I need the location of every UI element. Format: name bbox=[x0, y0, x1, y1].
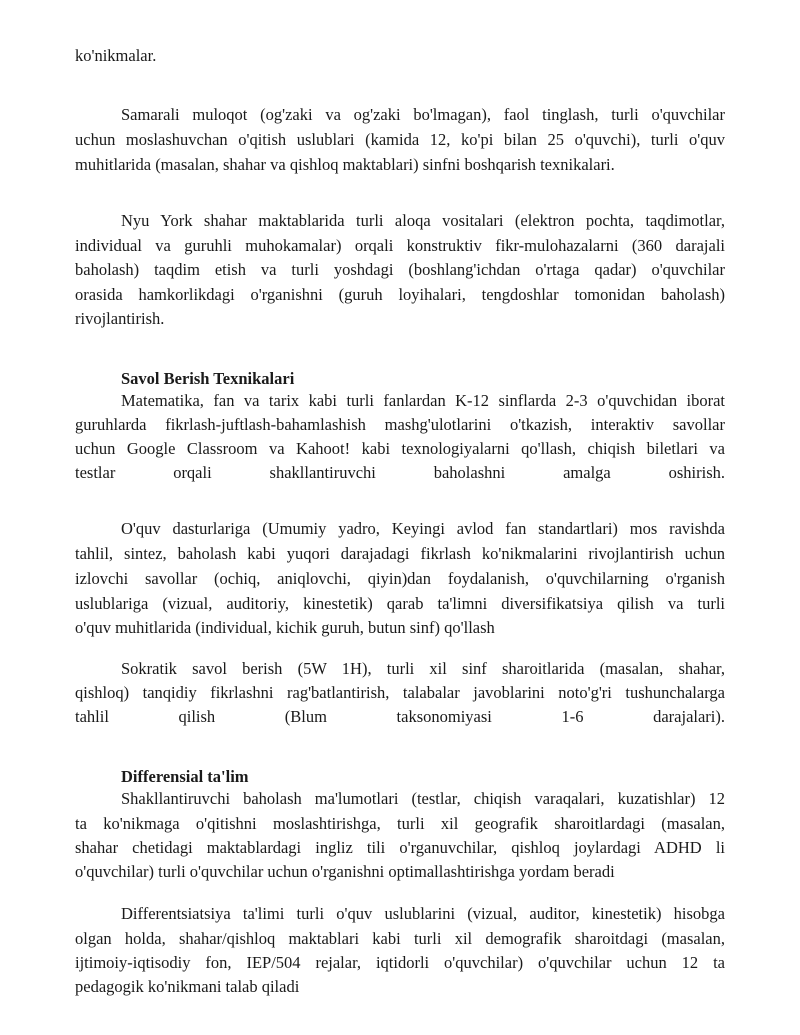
paragraph-6-line-4: o'quvchilar) turli o'quvchilar uchun o'rganishni optimallashtirishga yordam beradi bbox=[75, 862, 615, 881]
paragraph-4-line-1: O'quv dasturlariga (Umumiy yadro, Keyingi avlod fan standartlari) mos ravishda bbox=[121, 519, 725, 538]
heading-differensial: Differensial ta'lim bbox=[121, 767, 249, 786]
paragraph-3-line-4: testlar orqali shakllantiruvchi baholashni amalga oshirish. bbox=[75, 463, 725, 482]
paragraph-5-line-2: qishloq) tanqidiy fikrlashni rag'batlantirish, talabalar javoblarini noto'g'ri tushunchalarga bbox=[75, 683, 725, 702]
continued-line: ko'nikmalar. bbox=[75, 46, 157, 65]
paragraph-4-line-5: o'quv muhitlarida (individual, kichik guruh, butun sinf) qo'llash bbox=[75, 618, 495, 637]
paragraph-1-line-2: uchun moslashuvchan o'qitish uslublari (kamida 12, ko'pi bilan 25 o'quvchi), turli o'quv bbox=[75, 130, 725, 149]
paragraph-2-line-3: baholash) taqdim etish va turli yoshdagi (boshlang'ichdan o'rtaga qadar) o'quvchilar bbox=[75, 260, 725, 279]
paragraph-4-line-4: uslublariga (vizual, auditoriy, kinestetik) qarab ta'limni diversifikatsiya qilish va turli bbox=[75, 594, 725, 613]
paragraph-3-line-1: Matematika, fan va tarix kabi turli fanlardan K-12 sinflarda 2-3 o'quvchidan iborat bbox=[121, 391, 725, 410]
paragraph-2-line-2: individual va guruhli muhokamalar) orqali konstruktiv fikr-mulohazalarni (360 darajali bbox=[75, 236, 725, 255]
paragraph-5-line-3: tahlil qilish (Blum taksonomiyasi 1-6 darajalari). bbox=[75, 707, 725, 726]
heading-savol-berish: Savol Berish Texnikalari bbox=[121, 369, 295, 388]
paragraph-2-line-5: rivojlantirish. bbox=[75, 309, 165, 328]
paragraph-6-line-2: ta ko'nikmaga o'qitishni moslashtirishga, turli xil geografik sharoitlardagi (masalan, bbox=[75, 814, 725, 833]
paragraph-6-line-3: shahar chetidagi maktablardagi ingliz tili o'rganuvchilar, qishloq joylardagi ADHD li bbox=[75, 838, 725, 857]
paragraph-3-line-3: uchun Google Classroom va Kahoot! kabi texnologiyalarni qo'llash, chiqish biletlari va bbox=[75, 439, 725, 458]
paragraph-2-line-1: Nyu York shahar maktablarida turli aloqa vositalari (elektron pochta, taqdimotlar, bbox=[121, 211, 725, 230]
paragraph-4-line-2: tahlil, sintez, baholash kabi yuqori darajadagi fikrlash ko'nikmalarini rivojlantirish uchun bbox=[75, 544, 725, 563]
paragraph-3-line-2: guruhlarda fikrlash-juftlash-bahamlashish mashg'ulotlarini o'tkazish, interaktiv savollar bbox=[75, 415, 725, 434]
paragraph-1-line-1: Samarali muloqot (og'zaki va og'zaki bo'lmagan), faol tinglash, turli o'quvchilar bbox=[121, 105, 725, 124]
paragraph-4-line-3: izlovchi savollar (ochiq, aniqlovchi, qiyin)dan foydalanish, o'quvchilarning o'rganish bbox=[75, 569, 725, 588]
paragraph-7-line-1: Differentsiatsiya ta'limi turli o'quv uslublarini (vizual, auditor, kinestetik) hisobga bbox=[121, 904, 725, 923]
paragraph-7-line-2: olgan holda, shahar/qishloq maktablari kabi turli xil demografik sharoitdagi (masalan, bbox=[75, 929, 725, 948]
paragraph-5-line-1: Sokratik savol berish (5W 1H), turli xil sinf sharoitlarida (masalan, shahar, bbox=[121, 659, 725, 678]
paragraph-6-line-1: Shakllantiruvchi baholash ma'lumotlari (testlar, chiqish varaqalari, kuzatishlar) 12 bbox=[121, 789, 725, 808]
paragraph-2-line-4: orasida hamkorlikdagi o'rganishni (guruh loyihalari, tengdoshlar tomonidan baholash) bbox=[75, 285, 725, 304]
paragraph-7-line-4: pedagogik ko'nikmani talab qiladi bbox=[75, 977, 300, 996]
paragraph-1-line-3: muhitlarida (masalan, shahar va qishloq maktablari) sinfni boshqarish texnikalari. bbox=[75, 155, 615, 174]
paragraph-7-line-3: ijtimoiy-iqtisodiy fon, IEP/504 rejalar, iqtidorli o'quvchilar) o'quvchilar uchun 12 ta bbox=[75, 953, 725, 972]
